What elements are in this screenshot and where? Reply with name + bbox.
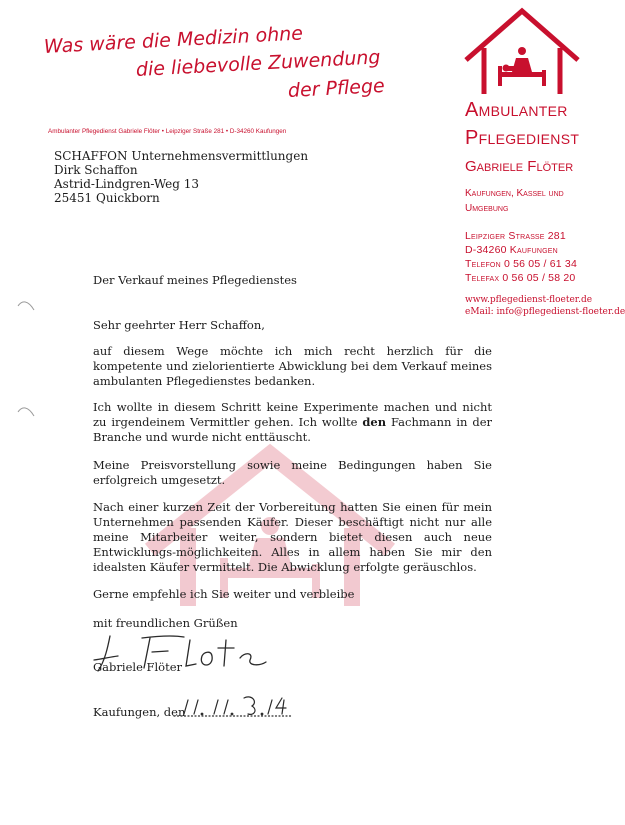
- letter-paragraph-2: [93, 400, 492, 445]
- service-region-line-2: Umgebung: [465, 203, 509, 214]
- recipient-city: 25451 Quickborn: [54, 191, 160, 205]
- service-region-line-1: Kaufungen, Kassel und: [465, 188, 564, 199]
- handwritten-date: [172, 692, 302, 722]
- place-date-label: Kaufungen, den: [93, 705, 186, 719]
- company-email: eMail: info@pflegedienst-floeter.de: [465, 307, 625, 317]
- paragraph-2-text-end: Fachmann in der Branche und wurde nicht enttäuscht.: [93, 415, 492, 444]
- slogan-line-2: die liebevolle Zuwendung: [135, 46, 381, 81]
- fold-mark-top: [16, 298, 36, 312]
- company-phone: Telefon 0 56 05 / 61 34: [465, 258, 577, 270]
- letter-paragraph-4: Nach einer kurzen Zeit der Vorbereitung hatten Sie einen für mein Unternehmen passenden Käufer. Dieser beschäftigt nicht nur alle meine Mitarbeiter weiter, sondern bietet diesen auch neue Entwicklungs-möglichkeiten. Alles in allem haben Sie mir den idealsten Käufer vermittelt. Die Abwicklung erfolgte geräuschlos.: [93, 500, 492, 574]
- company-name-line-1: Ambulanter: [465, 99, 568, 121]
- company-fax: Telefax 0 56 05 / 58 20: [465, 272, 576, 284]
- letter-paragraph-5: Gerne empfehle ich Sie weiter und verbleibe: [93, 587, 355, 601]
- slogan-line-3: der Pflege: [287, 74, 386, 102]
- recipient-company: SCHAFFON Unternehmensvermittlungen: [54, 149, 309, 163]
- letter-paragraph-1: auf diesem Wege möchte ich mich recht herzlich für die kompetente und zielorientierte Abwicklung bei dem Verkauf meines ambulanten Pflegedienstes bedanken.: [93, 344, 492, 388]
- sender-return-address: Ambulanter Pflegedienst Gabriele Flöter • Leipziger Straße 281 • D-34260 Kaufungen: [48, 128, 287, 135]
- slogan-line-1: Was wäre die Medizin ohne: [43, 22, 304, 58]
- company-street: Leipziger Straße 281: [465, 230, 566, 242]
- company-city: D-34260 Kaufungen: [465, 244, 558, 256]
- recipient-name: Dirk Schaffon: [54, 163, 138, 177]
- paragraph-2-emphasis: den: [362, 415, 387, 429]
- paragraph-2-text-start: Ich wollte in diesem Schritt keine Experimente machen und nicht zu irgendeinem Vermittler gehen. Ich wollte: [93, 400, 492, 429]
- letter-closing: mit freundlichen Grüßen: [93, 616, 238, 630]
- fold-mark-bottom: [16, 404, 36, 418]
- company-name-line-3: Gabriele Flöter: [465, 158, 574, 175]
- letter-paragraph-3: Meine Preisvorstellung sowie meine Bedingungen haben Sie erfolgreich umgesetzt.: [93, 458, 492, 487]
- letter-subject: Der Verkauf meines Pflegedienstes: [93, 273, 297, 287]
- recipient-street: Astrid-Lindgren-Weg 13: [54, 177, 200, 191]
- signature-name: Gabriele Flöter: [93, 660, 183, 674]
- company-name-line-2: Pflegedienst: [465, 127, 580, 149]
- house-caregiver-icon: [462, 6, 582, 98]
- company-website: www.pflegedienst-floeter.de: [465, 295, 593, 305]
- letter-salutation: Sehr geehrter Herr Schaffon,: [93, 318, 265, 332]
